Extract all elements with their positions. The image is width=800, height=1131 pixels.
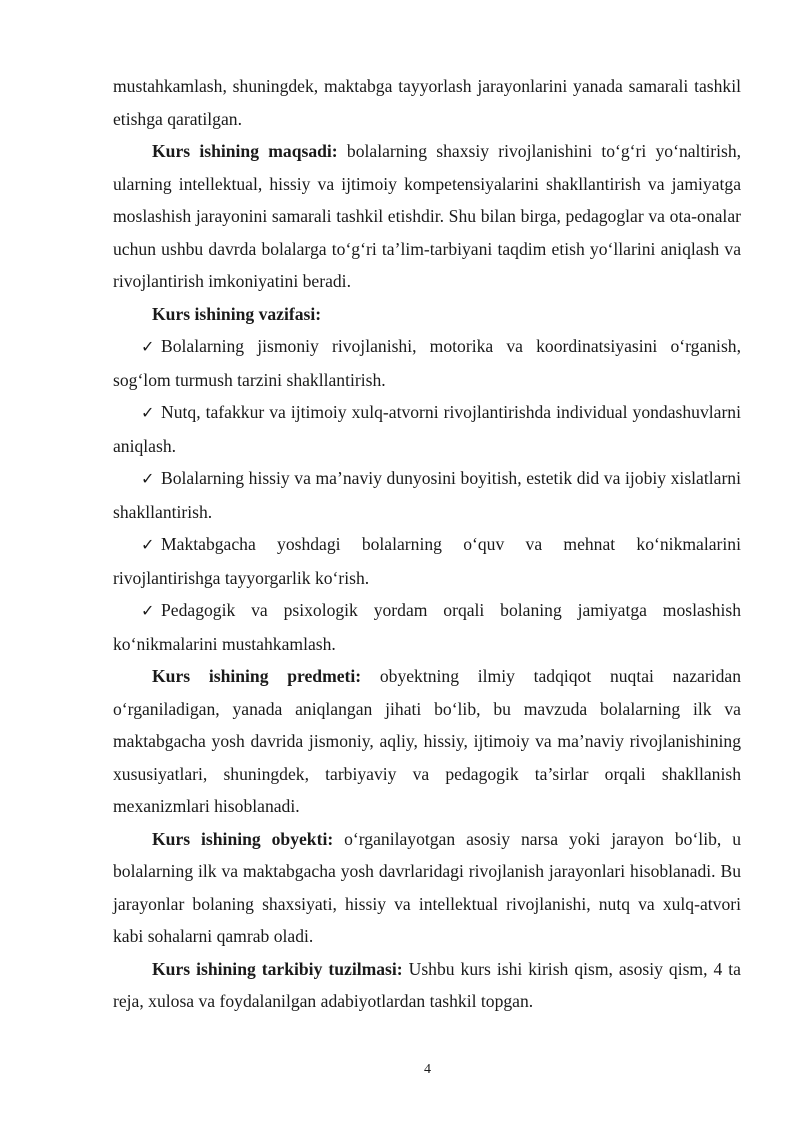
- checkmark-icon: ✓: [141, 535, 155, 554]
- tuzilma-text: Ushbu kurs ishi kirish qism, asosiy qism, 4 ta reja, xulosa va foydalanilgan adabiyotlardan tashkil topgan.: [113, 958, 741, 1011]
- intro-paragraph: [113, 70, 741, 135]
- checkmark-icon: ✓: [141, 337, 155, 356]
- obyekt-paragraph: [113, 823, 741, 953]
- checkmark-icon: ✓: [141, 403, 155, 422]
- vazifa-label: Kurs ishining vazifasi:: [152, 303, 322, 324]
- obyekt-text: o‘rganilayotgan asosiy narsa yoki jarayon bo‘lib, u bolalarning ilk va maktabgacha yosh davrlaridagi rivojlanish jarayonlari hisoblanadi. Bu jarayonlar bolaning shaxsiyati, hissiy va intellektual rivojlanishi, nutq va xulq-atvori kabi sohalarni qamrab oladi.: [113, 828, 741, 946]
- vazifa-item-text: Bolalarning hissiy va ma’naviy dunyosini boyitish, estetik did va ijobiy xislatlarni shakllantirish.: [113, 468, 741, 522]
- vazifa-list-item: [113, 528, 741, 594]
- vazifa-item-text: Bolalarning jismoniy rivojlanishi, motorika va koordinatsiyasini o‘rganish, sog‘lom turmush tarzini shakllantirish.: [113, 336, 741, 390]
- predmet-paragraph: [113, 660, 741, 823]
- maqsad-label: Kurs ishining maqsadi:: [152, 141, 338, 161]
- vazifa-list-item: [113, 462, 741, 528]
- checkmark-icon: ✓: [141, 469, 155, 488]
- predmet-text: obyektning ilmiy tadqiqot nuqtai nazaridan o‘rganiladigan, yanada aniqlangan jihati bo‘lib, bu mavzuda bolalarning ilk va maktabgacha yosh davrida jismoniy, aqliy, hissiy, ijtimoiy va ma’naviy rivojlanishining xususiyatlari, shuningdek, tarbiyaviy va pedagogik ta’sirlar orqali shakllanish mexanizmlari hisoblanadi.: [113, 666, 742, 816]
- tuzilma-paragraph: [113, 953, 741, 1018]
- vazifa-item-text: Maktabgacha yoshdagi bolalarning o‘quv va mehnat ko‘nikmalarini rivojlantirishga tayyorgarlik ko‘rish.: [113, 534, 741, 588]
- maqsad-paragraph: [113, 135, 741, 298]
- checkmark-icon: ✓: [141, 601, 155, 620]
- intro-text: mustahkamlash, shuningdek, maktabga tayyorlash jarayonlarini yanada samarali tashkil etishga qaratilgan.: [113, 76, 741, 129]
- maqsad-text: bolalarning shaxsiy rivojlanishini to‘g‘ri yo‘naltirish, ularning intellektual, hissiy va ijtimoiy kompetensiyalarini shakllantirish va jamiyatga moslashish jarayonini samarali tashkil etishdir. Shu bilan birga, pedagoglar va ota-onalar uchun ushbu davrda bolalarga to‘g‘ri ta’lim-tarbiyani taqdim etish yo‘llarini aniqlash va rivojlantirish imkoniyatini beradi.: [113, 141, 742, 291]
- vazifa-heading-paragraph: [113, 298, 741, 331]
- predmet-label: Kurs ishining predmeti:: [152, 666, 362, 686]
- obyekt-label: Kurs ishining obyekti:: [152, 828, 334, 849]
- vazifa-list-item: [113, 396, 741, 462]
- page-number: 4: [424, 1062, 431, 1077]
- vazifa-item-text: Nutq, tafakkur va ijtimoiy xulq-atvorni rivojlantirishda individual yondashuvlarni aniqlash.: [113, 402, 741, 456]
- vazifa-list-item: [113, 594, 741, 660]
- vazifa-list-item: [113, 330, 741, 396]
- vazifa-item-text: Pedagogik va psixologik yordam orqali bolaning jamiyatga moslashish ko‘nikmalarini mustahkamlash.: [113, 600, 741, 654]
- document-page: [113, 70, 741, 1018]
- tuzilma-label: Kurs ishining tarkibiy tuzilmasi:: [152, 958, 403, 979]
